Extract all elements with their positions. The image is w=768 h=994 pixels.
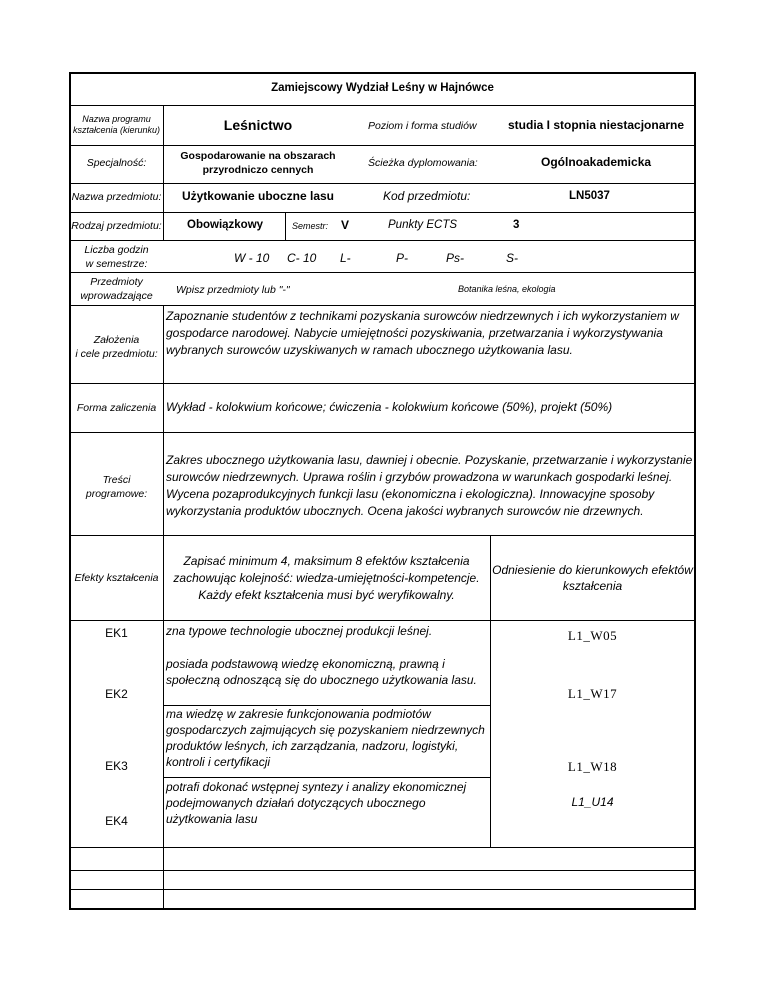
program-value: Leśnictwo: [223, 117, 293, 133]
semester-label: Semestr:: [292, 221, 329, 231]
course-value: Użytkowanie uboczne lasu: [181, 189, 335, 203]
outcome-text-line: posiada podstawową wiedzę ekonomiczną, prawną i: [166, 657, 445, 671]
hours-ps: Ps-: [446, 251, 464, 265]
goals-text-line: wybranych surowców uzyskiwanych w ramach ubocznego użytkowania lasu.: [166, 343, 573, 357]
outcome-text-line: potrafi dokonać wstępnej syntezy i analizy ekonomicznej: [166, 780, 467, 794]
prerequisites-value: Botanika leśna, ekologia: [458, 284, 556, 294]
hours-seminar: S-: [506, 251, 518, 265]
goals-text-line: Zapoznanie studentów z technikami pozyskania surowców niedrzewnych i ich wykorzystaniem w: [166, 309, 679, 323]
specialty-value: Gospodarowanie na obszarach: [180, 150, 336, 162]
hours-label: w semestrze:: [85, 258, 148, 270]
content-label: Treści: [102, 474, 131, 486]
goals-label: i cele przedmiotu:: [75, 348, 158, 360]
outcome-reference: L1_U14: [571, 795, 614, 809]
path-value: Ogólnoakademicka: [541, 155, 652, 169]
outcome-id: EK4: [105, 814, 128, 828]
content-text-line: Wycena pozaprodukcyjnych funkcji lasu (ekonomiczna i ekologiczna). Innowacyjne sposoby: [166, 487, 655, 501]
path-label: Ścieżka dyplomowania:: [368, 157, 478, 169]
hours-lab: L-: [340, 251, 351, 265]
row-divider: [70, 272, 695, 273]
outcome-text-line: ma wiedzę w zakresie funkcjonowania podmiotów: [166, 707, 431, 721]
outcome-text-line: zna typowe technologie ubocznej produkcji leśnej.: [166, 624, 433, 638]
row-divider: [163, 705, 490, 706]
code-label: Kod przedmiotu:: [383, 189, 471, 203]
specialty-label: Specjalność:: [86, 157, 147, 169]
program-label: kształcenia (kierunku): [72, 125, 161, 135]
course-label: Nazwa przedmiotu:: [71, 191, 162, 203]
outcome-text-line: społeczną odnoszącą się do ubocznego użytkowania lasu.: [166, 673, 477, 687]
outcome-id: EK2: [105, 687, 128, 701]
semester-value: V: [341, 218, 350, 232]
hours-exercises: C- 10: [287, 251, 317, 265]
hours-label: Liczba godzin: [84, 244, 149, 256]
assessment-value: Wykład - kolokwium końcowe; ćwiczenia - kolokwium końcowe (50%), projekt (50%): [166, 400, 613, 414]
prerequisites-label: Przedmioty: [90, 276, 143, 288]
outcome-reference: L1_W17: [567, 686, 618, 701]
outcomes-label: Efekty kształcenia: [74, 572, 159, 584]
reference-header: kształcenia: [562, 579, 623, 593]
outcome-text-line: produktów leśnych, ich zarządzania, nadzoru, logistyki,: [166, 739, 459, 753]
outcome-text-line: kontroli i certyfikacji: [166, 755, 271, 769]
program-label: Nazwa programu: [82, 114, 151, 124]
prerequisites-hint: Wpisz przedmioty lub "-": [176, 284, 290, 296]
page-title: Zamiejscowy Wydział Leśny w Hajnówce: [271, 82, 494, 94]
column-divider: [163, 305, 164, 909]
outcome-reference: L1_W18: [567, 759, 618, 774]
outcomes-instruction: Każdy efekt kształcenia musi być weryfikowalny.: [198, 588, 455, 602]
ects-value: 3: [513, 219, 520, 231]
column-divider: [285, 212, 286, 240]
goals-text-line: gospodarce narodowej. Nabycie umiejętności pozyskiwania, przetwarzania i wykorzystywania: [166, 326, 663, 340]
specialty-value: przyrodniczo cennych: [202, 164, 314, 176]
type-label: Rodzaj przedmiotu:: [71, 220, 162, 232]
outcomes-instruction: zachowując kolejność: wiedza-umiejętności-kompetencje.: [173, 571, 480, 585]
hours-lecture: W - 10: [234, 251, 270, 265]
level-label: Poziom i forma studiów: [368, 120, 477, 132]
ects-label: Punkty ECTS: [388, 219, 458, 231]
content-text-line: wykorzystania produktów ubocznych. Ocena jakości wybranych surowców nie drzewnych.: [166, 504, 644, 518]
outcome-id: EK3: [105, 759, 128, 773]
row-divider: [70, 240, 695, 241]
level-value: studia I stopnia niestacjonarne: [508, 118, 685, 132]
outcomes-instruction: Zapisać minimum 4, maksimum 8 efektów kształcenia: [183, 554, 470, 568]
type-value: Obowiązkowy: [187, 219, 264, 231]
content-label: programowe:: [85, 488, 148, 500]
outcome-text-line: użytkowania lasu: [166, 812, 258, 826]
reference-header: Odniesienie do kierunkowych efektów: [492, 563, 693, 577]
outcome-text-line: gospodarczych zajmujących się pozyskaniem niedrzewnych: [166, 723, 485, 737]
goals-label: Założenia: [93, 334, 140, 346]
outcome-text-line: podejmowanych działań dotyczących ubocznego: [166, 796, 426, 810]
content-text-line: surowców niedrzewnych. Uprawa roślin i grzybów prowadzona w warunkach gospodarki leśnej.: [166, 470, 673, 484]
assessment-label: Forma zaliczenia: [76, 402, 157, 414]
code-value: LN5037: [569, 190, 610, 202]
content-text-line: Zakres ubocznego użytkowania lasu, dawniej i obecnie. Pozyskanie, przetwarzanie i wykorzystanie: [166, 453, 693, 467]
outcome-id: EK1: [105, 626, 128, 640]
prerequisites-label: wprowadzające: [80, 290, 153, 302]
outcome-reference: L1_W05: [567, 628, 618, 643]
row-divider: [163, 777, 490, 778]
hours-project: P-: [396, 251, 408, 265]
